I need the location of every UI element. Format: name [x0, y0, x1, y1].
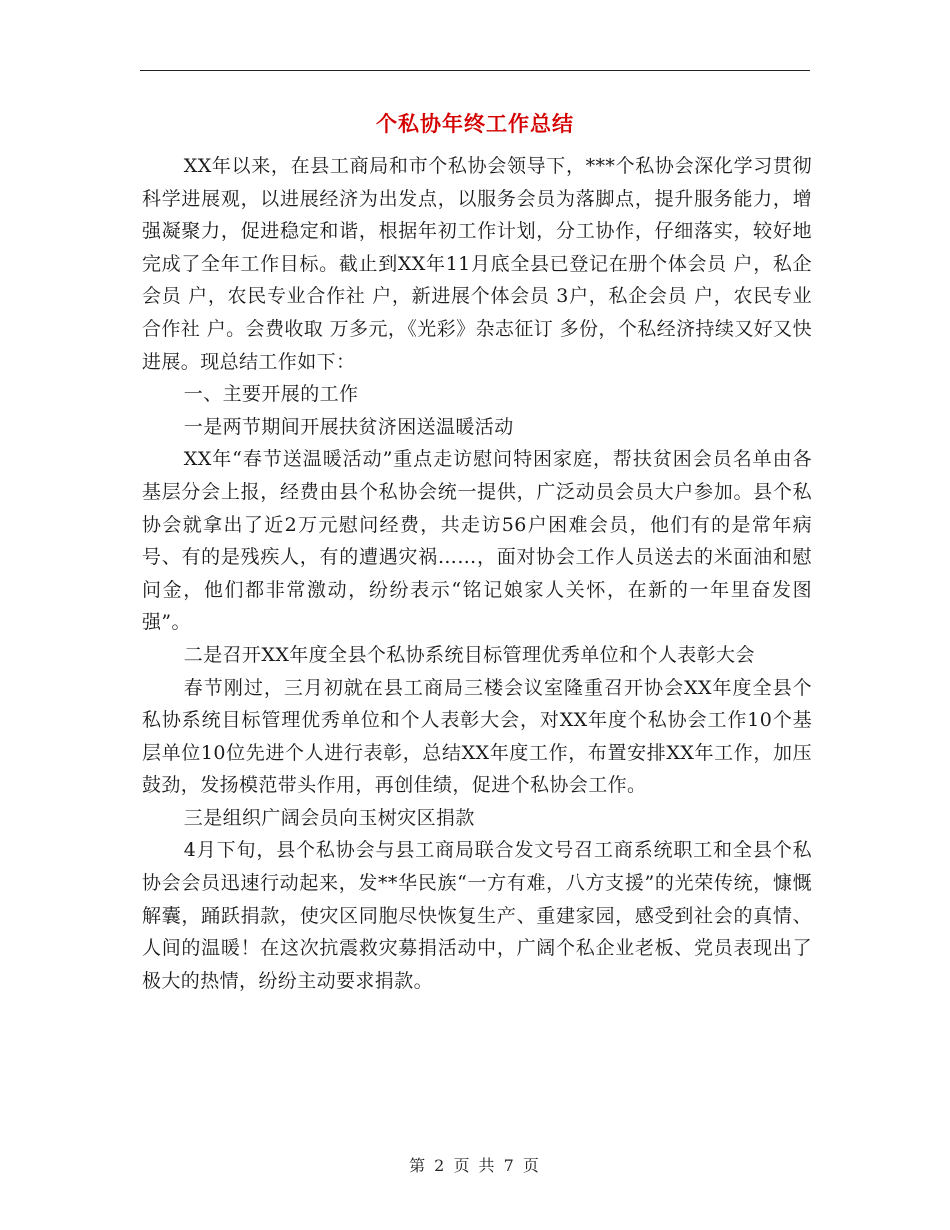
page-number: 第 2 页 共 7 页: [409, 1156, 541, 1175]
paragraph-donation: 4月下旬，县个私协会与县工商局联合发文号召工商系统职工和全县个私协会会员迅速行动起来，发**华民族“一方有难，八方支援”的光荣传统，慷慨解囊，踊跃捐款，使灾区同胞尽快恢复生产、重建家园，感受到社会的真情、人间的温暖！在这次抗震救灾募捐活动中，广阔个私企业老板、党员表现出了极大的热情，纷纷主动要求捐款。: [142, 839, 812, 992]
subheading-poverty-relief: 一是两节期间开展扶贫济困送温暖活动: [183, 415, 514, 438]
subheading-commendation-meeting: 二是召开XX年度全县个私协系统目标管理优秀单位和个人表彰大会: [183, 643, 755, 666]
paragraph-spring-festival: XX年“春节送温暖活动”重点走访慰问特困家庭，帮扶贫困会员名单由各基层分会上报，经费由县个私协会统一提供，广泛动员会员大户参加。县个私协会就拿出了近2万元慰问经费，共走访56户困难会员，他们有的是常年病号、有的是残疾人，有的遭遇灾祸……，面对协会工作人员送去的米面油和慰问金，他们都非常激动，纷纷表示“铭记娘家人关怀，在新的一年里奋发图强”。: [142, 448, 812, 634]
paragraph-intro: XX年以来，在县工商局和市个私协会领导下，***个私协会深化学习贯彻科学进展观，以进展经济为出发点，以服务会员为落脚点，提升服务能力，增强凝聚力，促进稳定和谐，根据年初工作计划，分工协作，仔细落实，较好地完成了全年工作目标。截止到XX年11月底全县已登记在册个体会员 户，私企会员 户，农民专业合作社 户，新进展个体会员 3户，私企会员 户，农民专业合作社 户。会费收取 万多元，《光彩》杂志征订 多份，个私经济持续又好又快进展。现总结工作如下：: [142, 155, 812, 373]
document-title: 个私协年终工作总结: [376, 111, 574, 136]
subheading-yushu-donation: 三是组织广阔会员向玉树灾区捐款: [183, 806, 475, 829]
header-rule: [140, 70, 810, 71]
document-body: [142, 150, 812, 997]
paragraph-commendation: 春节刚过，三月初就在县工商局三楼会议室隆重召开协会XX年度全县个私协系统目标管理优秀单位和个人表彰大会，对XX年度个私协会工作10个基层单位10位先进个人进行表彰，总结XX年度工作，布置安排XX年工作，加压鼓劲，发扬模范带头作用，再创佳绩，促进个私协会工作。: [142, 676, 812, 797]
section-heading-main-work: 一、主要开展的工作: [183, 383, 359, 406]
